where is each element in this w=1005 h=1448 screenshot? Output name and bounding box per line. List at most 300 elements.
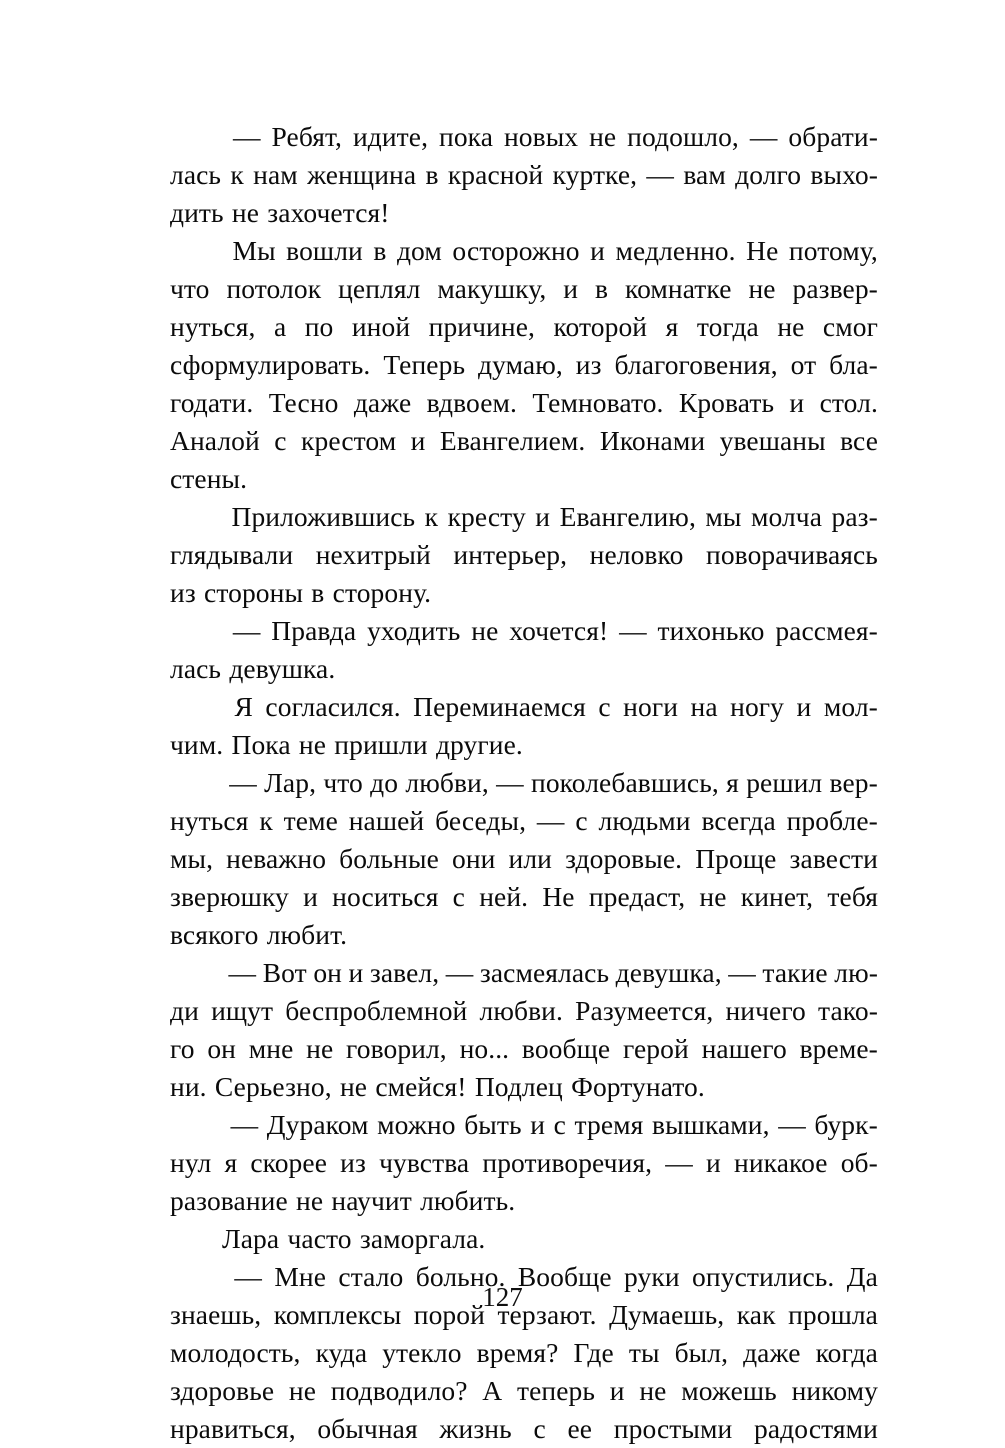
- word: време-: [799, 1033, 878, 1064]
- word: любви,: [405, 767, 489, 798]
- word: знаешь,: [170, 1299, 262, 1330]
- word: заморгала.: [359, 1223, 486, 1254]
- word: которой: [553, 311, 648, 342]
- word: такие: [762, 957, 828, 988]
- word: как: [736, 1299, 776, 1330]
- word: женщина: [307, 159, 417, 190]
- word: стороны: [204, 577, 304, 608]
- word: не: [296, 1185, 324, 1216]
- word: тихонько: [657, 615, 765, 646]
- word: бла-: [829, 349, 878, 380]
- text-line: [170, 650, 878, 688]
- word: засмеялась: [479, 957, 610, 988]
- text-line: [170, 270, 878, 308]
- word: тогда: [696, 311, 759, 342]
- first-line-indent: [170, 764, 222, 802]
- paragraph: [170, 688, 878, 764]
- word: любит.: [266, 919, 348, 950]
- word: А: [482, 1375, 503, 1406]
- word: и: [706, 1147, 721, 1178]
- word: вам: [683, 159, 726, 190]
- word: согласился.: [265, 691, 401, 722]
- first-line-indent: [170, 688, 222, 726]
- first-line-indent: [170, 498, 222, 536]
- word: и: [410, 425, 426, 456]
- first-line-indent: [170, 118, 222, 156]
- text-line: [170, 916, 878, 954]
- word: причине,: [428, 311, 535, 342]
- word: осторожно: [452, 235, 580, 266]
- word: противоречия,: [482, 1147, 653, 1178]
- word: смейся!: [375, 1071, 467, 1102]
- word: Аналой: [170, 425, 260, 456]
- word: больные: [339, 843, 439, 874]
- word: любви.: [479, 995, 563, 1026]
- text-line: [170, 536, 878, 574]
- word: Вообще: [517, 1261, 612, 1292]
- text-line: [170, 574, 878, 612]
- text-line: [170, 726, 878, 764]
- word: Думаешь,: [609, 1299, 725, 1330]
- word: лась: [170, 159, 222, 190]
- word: и: [796, 691, 812, 722]
- word: —: [234, 1261, 262, 1292]
- word: не: [231, 197, 260, 228]
- word: порой: [413, 1299, 485, 1330]
- word: —: [232, 615, 261, 646]
- word: время?: [476, 1337, 559, 1368]
- text-line: [170, 498, 878, 536]
- word: и: [590, 235, 605, 266]
- text-line: [170, 384, 878, 422]
- word: к: [230, 159, 244, 190]
- word: не: [306, 1033, 334, 1064]
- word: но...: [459, 1033, 510, 1064]
- word: и: [609, 1375, 625, 1406]
- word: —: [445, 957, 474, 988]
- word: обрати-: [788, 121, 878, 152]
- text-line: [170, 308, 878, 346]
- word: здоровье: [170, 1375, 275, 1406]
- word: думаю,: [478, 349, 563, 380]
- text-line: [170, 1182, 878, 1220]
- word: разование: [170, 1185, 288, 1216]
- word: прошла: [788, 1299, 878, 1330]
- word: нул: [170, 1147, 212, 1178]
- word: он: [207, 1033, 236, 1064]
- word: идите,: [352, 121, 429, 152]
- word: новых: [503, 121, 579, 152]
- word: годати.: [170, 387, 254, 418]
- text-line: [170, 992, 878, 1030]
- paragraph: [170, 1220, 878, 1258]
- word: вер-: [829, 767, 878, 798]
- word: здоровые.: [565, 843, 683, 874]
- text-line: [170, 1220, 878, 1258]
- word: Лара: [222, 1223, 280, 1254]
- word: можешь: [681, 1375, 777, 1406]
- word: утекло: [382, 1337, 462, 1368]
- word: красной: [447, 159, 544, 190]
- word: молодость,: [170, 1337, 301, 1368]
- word: нуться,: [170, 311, 256, 342]
- word: мол-: [823, 691, 878, 722]
- first-line-indent: [170, 612, 222, 650]
- word: —: [778, 1109, 806, 1140]
- word: цеплял: [338, 273, 421, 304]
- word: с: [553, 1109, 566, 1140]
- word: ногу: [730, 691, 785, 722]
- word: тебя: [827, 881, 878, 912]
- word: беседы,: [435, 805, 527, 836]
- word: был,: [674, 1337, 729, 1368]
- word: нравиться,: [170, 1413, 296, 1444]
- word: что: [170, 273, 210, 304]
- word: вышками,: [652, 1109, 770, 1140]
- word: терзают.: [497, 1299, 597, 1330]
- word: Иконами: [599, 425, 706, 456]
- word: теперь: [516, 1375, 596, 1406]
- word: не: [777, 311, 805, 342]
- word: не: [298, 729, 327, 760]
- text-line: [170, 156, 878, 194]
- word: а: [273, 311, 287, 342]
- word: что: [323, 767, 363, 798]
- word: пока: [439, 121, 494, 152]
- word: никому: [791, 1375, 878, 1406]
- word: пробле-: [786, 805, 878, 836]
- word: —: [229, 767, 257, 798]
- word: рассмея-: [775, 615, 878, 646]
- word: все: [840, 425, 878, 456]
- word: мы,: [170, 843, 214, 874]
- word: предаст,: [588, 881, 686, 912]
- paragraph: [170, 232, 878, 498]
- word: медленно.: [615, 235, 736, 266]
- word: и: [303, 881, 318, 912]
- word: от: [790, 349, 817, 380]
- word: куртке,: [552, 159, 638, 190]
- word: лась: [170, 653, 222, 684]
- word: нашей: [348, 805, 425, 836]
- word: с: [274, 425, 287, 456]
- word: к: [424, 501, 439, 532]
- word: простыми: [613, 1413, 733, 1444]
- paragraph: [170, 612, 878, 688]
- word: дом: [396, 235, 442, 266]
- word: комнатке: [625, 273, 732, 304]
- word: неважно: [226, 843, 327, 874]
- word: обычная: [317, 1413, 418, 1444]
- text-line: [170, 422, 878, 460]
- word: никакое: [734, 1147, 828, 1178]
- word: го: [170, 1033, 195, 1064]
- word: комплексы: [273, 1299, 402, 1330]
- word: решил: [746, 767, 823, 798]
- word: теме: [283, 805, 338, 836]
- word: с: [533, 1413, 546, 1444]
- word: ди: [170, 995, 199, 1026]
- word: и: [563, 273, 579, 304]
- word: развер-: [792, 273, 878, 304]
- word: потолок: [226, 273, 322, 304]
- word: ничего: [725, 995, 806, 1026]
- word: другие.: [435, 729, 523, 760]
- page-number: 127: [482, 1282, 523, 1312]
- word: девушка,: [615, 957, 722, 988]
- word: нам: [253, 159, 298, 190]
- word: на: [690, 691, 718, 722]
- word: —: [232, 121, 261, 152]
- word: Евангелию,: [559, 501, 696, 532]
- word: я: [726, 767, 739, 798]
- word: увешаны: [719, 425, 826, 456]
- word: ищут: [211, 995, 274, 1026]
- word: в: [373, 235, 387, 266]
- word: жизнь: [439, 1413, 512, 1444]
- word: уходить: [367, 615, 461, 646]
- first-line-indent: [170, 1106, 222, 1144]
- word: подошло,: [627, 121, 739, 152]
- word: Евангелием.: [439, 425, 586, 456]
- text-line: [170, 346, 878, 384]
- word: руки: [624, 1261, 680, 1292]
- word: тремя: [574, 1109, 644, 1140]
- word: завести: [789, 843, 878, 874]
- word: Да: [846, 1261, 878, 1292]
- word: из: [575, 349, 602, 380]
- word: ноги: [623, 691, 679, 722]
- paragraph: [170, 764, 878, 954]
- word: неловко: [589, 539, 684, 570]
- word: —: [230, 1109, 259, 1140]
- word: даже: [353, 387, 412, 418]
- text-line: [170, 1144, 878, 1182]
- word: и: [530, 1109, 546, 1140]
- word: Серьезно,: [214, 1071, 332, 1102]
- word: сформулировать.: [170, 349, 371, 380]
- word: больно.: [415, 1261, 506, 1292]
- text-line: [170, 688, 878, 726]
- word: и: [535, 501, 551, 532]
- word: кинет,: [740, 881, 814, 912]
- text-line: [170, 954, 878, 992]
- word: чим.: [170, 729, 224, 760]
- word: не: [339, 1071, 368, 1102]
- paragraph: [170, 954, 878, 1106]
- first-line-indent: [170, 954, 222, 992]
- word: часто: [287, 1223, 352, 1254]
- text-line: [170, 764, 878, 802]
- word: поколебавшись,: [531, 767, 719, 798]
- word: он: [313, 957, 342, 988]
- word: я: [224, 1147, 238, 1178]
- paragraph: [170, 498, 878, 612]
- word: лю-: [834, 957, 878, 988]
- word: с: [575, 805, 588, 836]
- word: ее: [567, 1413, 593, 1444]
- word: чувства: [379, 1147, 470, 1178]
- word: молча: [750, 501, 823, 532]
- word: —: [228, 957, 257, 988]
- word: в: [594, 273, 609, 304]
- word: подводило?: [330, 1375, 468, 1406]
- word: с: [598, 691, 611, 722]
- word: интерьер,: [453, 539, 568, 570]
- word: крестом: [301, 425, 397, 456]
- word: или: [508, 843, 552, 874]
- word: мы: [705, 501, 742, 532]
- word: до: [370, 767, 399, 798]
- word: ты: [628, 1337, 660, 1368]
- word: зверюшку: [170, 881, 289, 912]
- text-line: [170, 1334, 878, 1372]
- word: девушка.: [229, 653, 336, 684]
- word: Переминаемся: [413, 691, 586, 722]
- word: захочется!: [267, 197, 390, 228]
- word: Мне: [274, 1261, 327, 1292]
- word: тако-: [818, 995, 878, 1026]
- word: иной: [351, 311, 411, 342]
- text-line: [170, 232, 878, 270]
- word: в: [311, 577, 325, 608]
- text-line: [170, 612, 878, 650]
- word: ней.: [479, 881, 529, 912]
- word: когда: [815, 1337, 878, 1368]
- word: стены.: [170, 463, 248, 494]
- word: Лар,: [264, 767, 317, 798]
- word: Тесно: [268, 387, 339, 418]
- word: в: [425, 159, 439, 190]
- word: потому,: [788, 235, 878, 266]
- word: Где: [573, 1337, 614, 1368]
- first-line-indent: [170, 232, 222, 270]
- paragraph: [170, 118, 878, 232]
- word: мне: [248, 1033, 294, 1064]
- text-line: [170, 840, 878, 878]
- word: долго: [735, 159, 802, 190]
- word: благоговения,: [614, 349, 778, 380]
- word: нашего: [701, 1033, 787, 1064]
- word: говорил,: [346, 1033, 447, 1064]
- word: Правда: [271, 615, 357, 646]
- word: Не: [542, 881, 575, 912]
- word: —: [665, 1147, 693, 1178]
- word: любить.: [420, 1185, 516, 1216]
- word: кресту: [447, 501, 526, 532]
- word: всякого: [170, 919, 259, 950]
- word: раз-: [831, 501, 878, 532]
- text-line: [170, 878, 878, 916]
- word: не: [288, 1375, 316, 1406]
- word: стало: [338, 1261, 404, 1292]
- word: Вот: [262, 957, 307, 988]
- word: не: [699, 881, 727, 912]
- word: Приложившись: [231, 501, 416, 532]
- word: не: [748, 273, 776, 304]
- word: опустились.: [692, 1261, 835, 1292]
- word: из: [170, 577, 196, 608]
- word: сторону.: [332, 577, 432, 608]
- word: нуться: [170, 805, 249, 836]
- word: Я: [234, 691, 253, 722]
- word: Подлец: [474, 1071, 563, 1102]
- word: носиться: [332, 881, 439, 912]
- word: я: [665, 311, 679, 342]
- word: дить: [170, 197, 224, 228]
- word: они: [451, 843, 496, 874]
- word: вдвоем.: [426, 387, 517, 418]
- text-line: [170, 1106, 878, 1144]
- word: можно: [377, 1109, 456, 1140]
- word: по: [304, 311, 334, 342]
- word: выхо-: [810, 159, 878, 190]
- text-line: [170, 194, 878, 232]
- word: —: [619, 615, 647, 646]
- word: Мы: [232, 235, 276, 266]
- word: быть: [464, 1109, 522, 1140]
- word: —: [749, 121, 778, 152]
- word: Кровать: [678, 387, 775, 418]
- word: Дураком: [266, 1109, 369, 1140]
- word: Теперь: [383, 349, 466, 380]
- word: Ребят,: [271, 121, 343, 152]
- paragraph: [170, 1106, 878, 1220]
- word: вообще: [521, 1033, 611, 1064]
- word: —: [728, 957, 756, 988]
- word: не: [471, 615, 499, 646]
- word: Темновато.: [532, 387, 664, 418]
- word: об-: [840, 1147, 878, 1178]
- word: всегда: [701, 805, 776, 836]
- word: стол.: [819, 387, 878, 418]
- word: Разумеется,: [575, 995, 714, 1026]
- word: бурк-: [814, 1109, 878, 1140]
- text-line: [170, 1410, 878, 1448]
- word: —: [536, 805, 565, 836]
- word: смог: [822, 311, 878, 342]
- word: Фортунато.: [571, 1071, 705, 1102]
- word: Проще: [695, 843, 777, 874]
- text-line: [170, 118, 878, 156]
- word: даже: [743, 1337, 801, 1368]
- word: не: [589, 121, 617, 152]
- text-line: [170, 802, 878, 840]
- word: не: [639, 1375, 667, 1406]
- text-line: [170, 460, 878, 498]
- word: с: [452, 881, 465, 912]
- text-line: [170, 1372, 878, 1410]
- first-line-indent: [170, 1220, 222, 1258]
- text-line: [170, 1068, 878, 1106]
- word: —: [646, 159, 675, 190]
- word: Пока: [231, 729, 291, 760]
- word: людьми: [598, 805, 691, 836]
- word: поворачиваясь: [706, 539, 878, 570]
- word: вошли: [286, 235, 363, 266]
- word: пришли: [334, 729, 428, 760]
- word: нехитрый: [315, 539, 431, 570]
- word: глядывали: [170, 539, 294, 570]
- page-text-body: [170, 118, 878, 1448]
- word: из: [340, 1147, 366, 1178]
- word: хочется!: [509, 615, 609, 646]
- word: к: [259, 805, 273, 836]
- word: научит: [331, 1185, 412, 1216]
- word: радостями: [754, 1413, 878, 1444]
- word: и: [348, 957, 364, 988]
- word: беспроблемной: [285, 995, 468, 1026]
